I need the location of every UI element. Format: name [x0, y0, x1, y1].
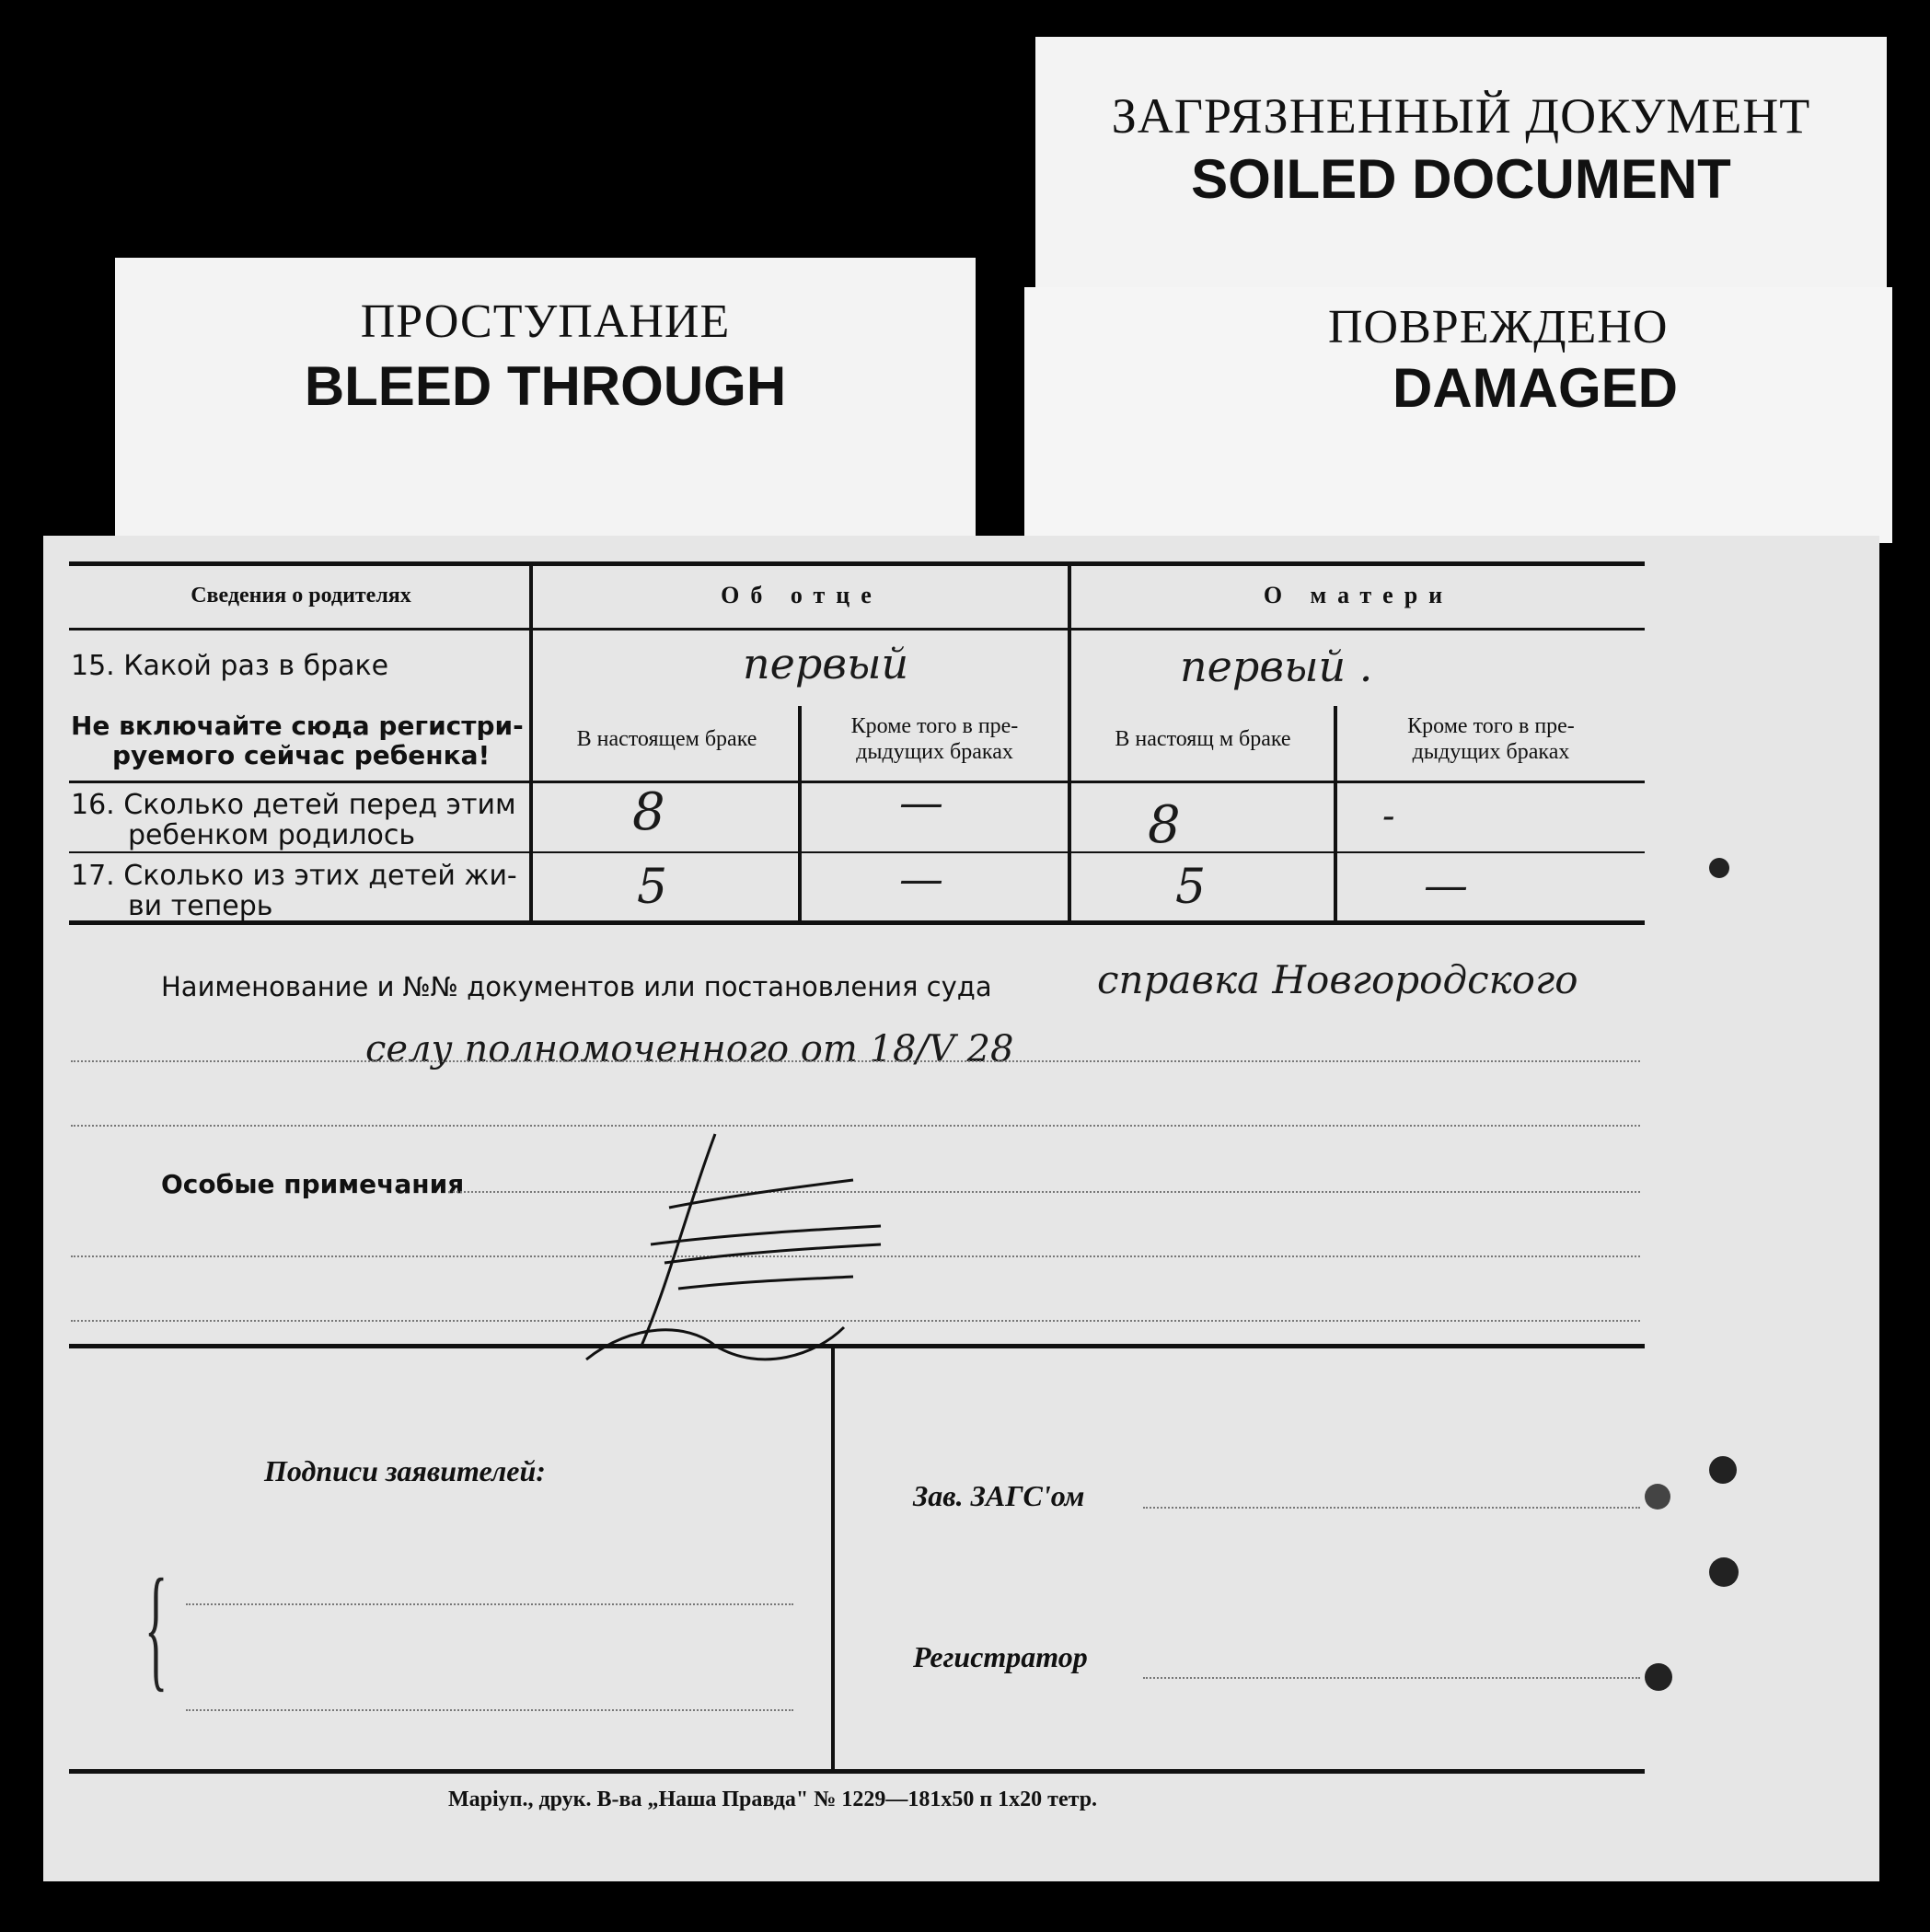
remarks-label: Особые примечания	[161, 1169, 465, 1199]
damage-hole	[1645, 1484, 1670, 1510]
bleed-through-tag	[115, 258, 976, 538]
q15-label: 15. Какой раз в браке	[71, 650, 389, 682]
registrar-signature-line	[1143, 1677, 1640, 1679]
signature-top-rule	[69, 1344, 1645, 1348]
applicants-brace: {	[144, 1551, 168, 1704]
note-line1: Не включайте сюда регистри-	[71, 711, 524, 741]
q16-mother-current: 8	[1148, 795, 1181, 855]
soiled-tag-en: SOILED DOCUMENT	[1191, 148, 1731, 210]
subhead-mother-previous-1: Кроме того в пре-	[1407, 714, 1575, 738]
q17-mother-current: 5	[1175, 860, 1207, 915]
bleed-tag-ru: ПРОСТУПАНИЕ	[360, 295, 731, 348]
row16-rule	[69, 851, 1645, 853]
col-divider-2	[1068, 563, 1071, 922]
q15-father-value: первый	[743, 639, 909, 688]
documents-hw-line1: справка Новгородского	[1097, 957, 1578, 1002]
signature-bottom-rule	[69, 1769, 1645, 1774]
note-line2: руемого сейчас ребенка!	[112, 740, 491, 770]
signature-col-divider	[831, 1346, 835, 1771]
soiled-document-tag	[1035, 37, 1887, 322]
subhead-father-previous-2: дыдущих браках	[856, 740, 1013, 764]
soiled-tag-ru: ЗАГРЯЗНЕННЫЙ ДОКУМЕНТ	[1111, 88, 1811, 144]
damaged-tag-en: DAMAGED	[1393, 357, 1678, 419]
documents-hw-line2: селу полномоченного от 18/V 28	[365, 1028, 1014, 1070]
birth-record-form	[43, 536, 1879, 1881]
damaged-tag	[1024, 287, 1892, 543]
applicant-signature-line-2	[186, 1709, 793, 1711]
header-parents-info: Сведения о родителях	[191, 584, 411, 607]
printer-footer: Маріуп., друк. В-ва „Наша Правда" № 1229—181х50 п 1х20 тетр.	[448, 1787, 1098, 1811]
zags-head-label: Зав. ЗАГС'ом	[913, 1479, 1085, 1512]
col-divider-1	[529, 563, 533, 922]
zags-head-signature-line	[1143, 1507, 1640, 1509]
damage-hole	[1645, 1663, 1672, 1691]
q17-mother-previous: —	[1424, 860, 1468, 911]
strike-through-mark	[577, 1125, 908, 1373]
applicant-signature-line-1	[186, 1603, 793, 1605]
subhead-father-current: В настоящем браке	[576, 727, 757, 751]
applicants-signature-label: Подписи заявителей:	[264, 1454, 546, 1487]
bleed-tag-en: BLEED THROUGH	[304, 355, 787, 417]
q16-father-previous: —	[899, 777, 943, 828]
q17-line2: ви теперь	[128, 890, 273, 922]
subhead-father-previous-1: Кроме того в пре-	[850, 714, 1019, 738]
header-mother: О матери	[1263, 582, 1454, 608]
registrar-label: Регистратор	[913, 1640, 1088, 1673]
q15-mother-value: первый .	[1180, 642, 1373, 691]
q16-line1: 16. Сколько детей перед этим	[71, 789, 516, 821]
documents-dotted-line-1	[71, 1060, 1640, 1062]
damaged-tag-ru: ПОВРЕЖДЕНО	[1328, 301, 1669, 353]
q17-father-current: 5	[637, 860, 668, 915]
damage-hole	[1709, 1557, 1739, 1587]
table-top-rule	[69, 561, 1645, 566]
subhead-mother-current: В настоящ м браке	[1115, 727, 1291, 751]
header-father: Об отце	[721, 582, 883, 608]
damage-hole	[1709, 1456, 1737, 1484]
table-bottom-rule	[69, 920, 1645, 925]
q16-father-current: 8	[632, 782, 665, 842]
header-rule	[69, 628, 1645, 631]
subhead-rule	[69, 781, 1645, 783]
q16-mother-previous: -	[1382, 795, 1395, 838]
q17-father-previous: —	[899, 853, 943, 905]
damage-hole	[1709, 858, 1729, 878]
subhead-mother-previous-2: дыдущих браках	[1412, 740, 1570, 764]
q16-line2: ребенком родилось	[128, 819, 416, 851]
q17-line1: 17. Сколько из этих детей жи-	[71, 860, 517, 892]
documents-label: Наименование и №№ документов или постановления суда	[161, 971, 992, 1002]
